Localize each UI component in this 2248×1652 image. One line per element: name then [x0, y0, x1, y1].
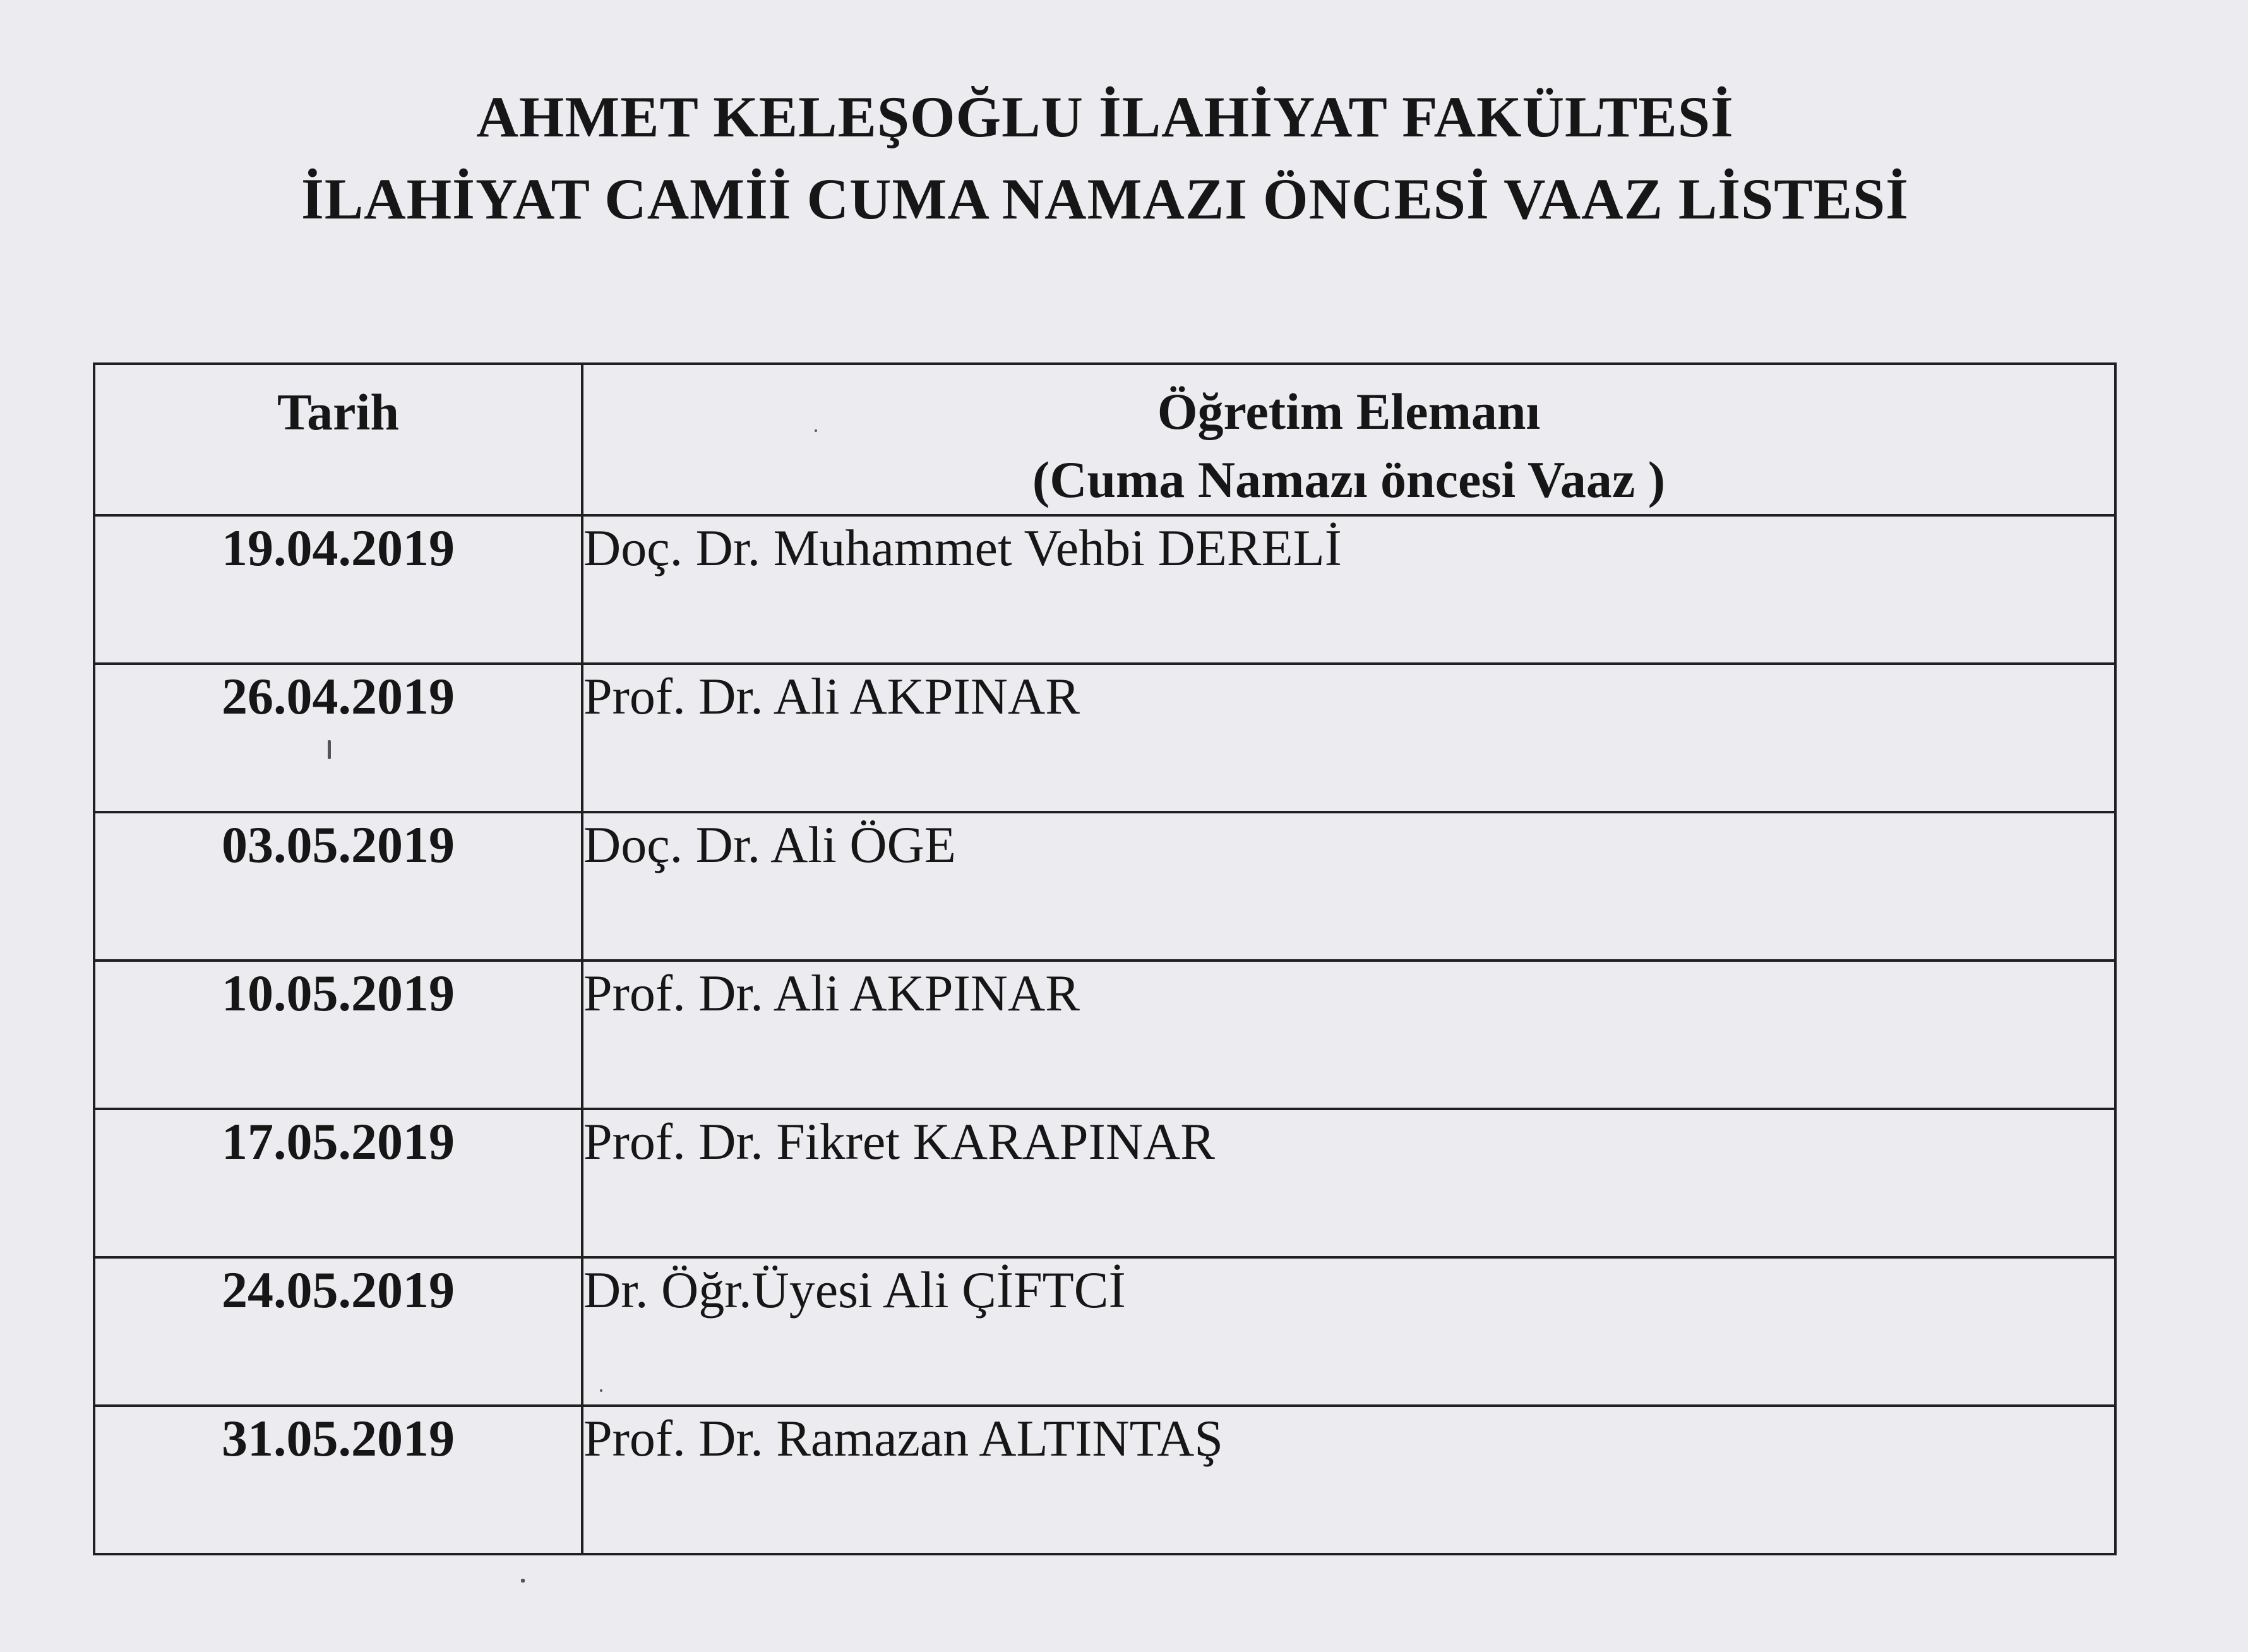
lecturer-cell: Prof. Dr. Ali AKPINAR	[582, 961, 2115, 1109]
table-row	[94, 961, 2115, 1109]
date-cell: 03.05.2019	[94, 812, 582, 961]
table-row	[94, 515, 2115, 664]
table-row	[94, 1109, 2115, 1257]
title-line-2: İLAHİYAT CAMİİ CUMA NAMAZI ÖNCESİ VAAZ LİSTESİ	[301, 167, 1909, 231]
date-cell: 26.04.2019	[94, 664, 582, 812]
date-cell: 10.05.2019	[94, 961, 582, 1109]
lecturer-cell: Doç. Dr. Muhammet Vehbi DERELİ	[582, 515, 2115, 664]
date-cell: 24.05.2019	[94, 1257, 582, 1406]
lecturer-cell: Prof. Dr. Fikret KARAPINAR	[582, 1109, 2115, 1257]
lecturer-cell: Prof. Dr. Ramazan ALTINTAŞ	[582, 1406, 2115, 1554]
document-title	[0, 76, 2210, 240]
date-cell: 19.04.2019	[94, 515, 582, 664]
date-cell: 17.05.2019	[94, 1109, 582, 1257]
scan-speck	[328, 740, 331, 759]
table-row	[94, 664, 2115, 812]
table-header-row	[94, 364, 2115, 515]
table-row	[94, 812, 2115, 961]
date-header-label: Tarih	[277, 383, 399, 441]
lecturer-header-sublabel: (Cuma Namazı öncesi Vaaz )	[1032, 451, 1666, 508]
table-row	[94, 1257, 2115, 1406]
sermon-schedule-table	[93, 362, 2117, 1555]
scan-speck	[815, 429, 817, 432]
scan-speck	[600, 1389, 602, 1392]
lecturer-header-label: Öğretim Elemanı	[1157, 383, 1541, 440]
lecturer-cell: Doç. Dr. Ali ÖGE	[582, 812, 2115, 961]
date-cell: 31.05.2019	[94, 1406, 582, 1554]
scan-speck	[521, 1579, 525, 1583]
table-row	[94, 1406, 2115, 1554]
lecturer-column-header	[582, 364, 2115, 515]
title-line-1: AHMET KELEŞOĞLU İLAHİYAT FAKÜLTESİ	[476, 85, 1734, 149]
lecturer-cell: Dr. Öğr.Üyesi Ali ÇİFTCİ	[582, 1257, 2115, 1406]
date-column-header	[94, 364, 582, 515]
lecturer-cell: Prof. Dr. Ali AKPINAR	[582, 664, 2115, 812]
